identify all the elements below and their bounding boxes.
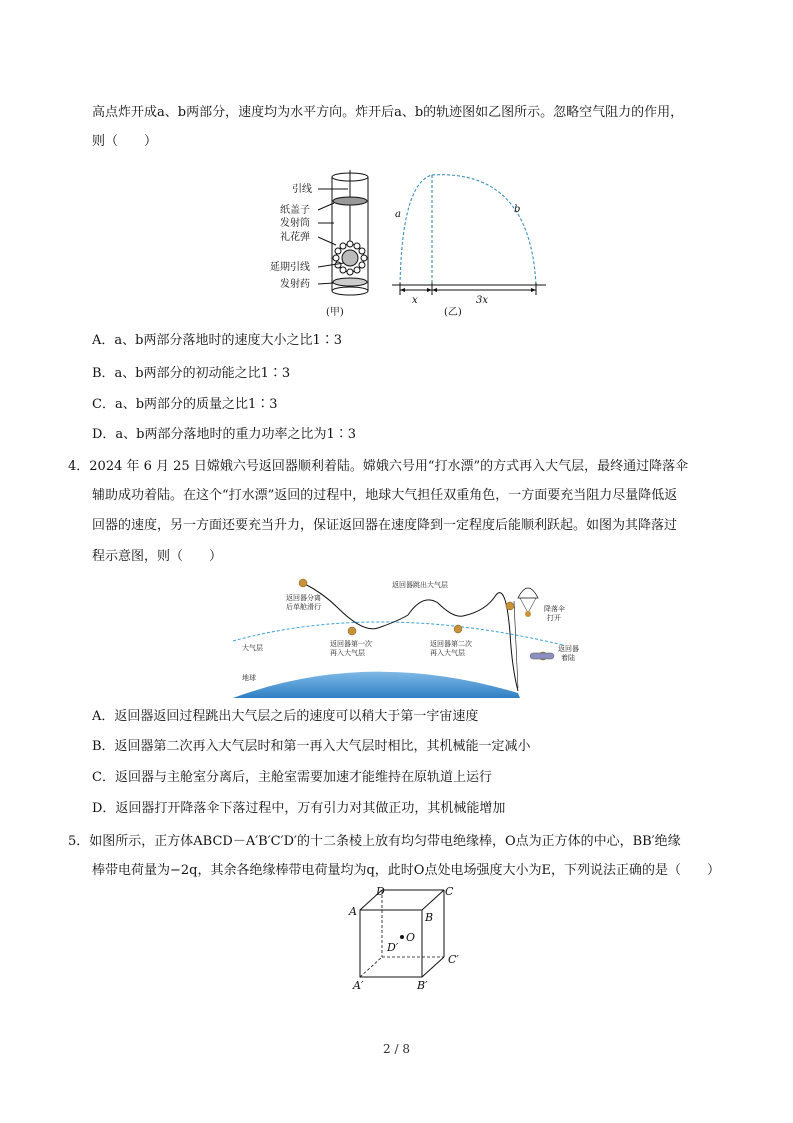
label-atmosphere: 大气层 <box>242 644 263 652</box>
atmosphere-boundary <box>233 622 563 645</box>
label-jump-out: 返回器跳出大气层 <box>392 581 448 589</box>
label-earth: 地球 <box>242 674 256 682</box>
cube-vertex-C: C <box>445 885 454 898</box>
q4-stem-line2: 辅助成功着陆。在这个“打水漂”返回的过程中，地球大气担任双重角色，一方面要充当阻力尽量降低返 <box>92 488 678 503</box>
q4-stem-line4: 程示意图，则（ ） <box>92 549 223 564</box>
cube-vertex-A: A <box>349 905 357 918</box>
q5-stem-line1: 5．如图所示，正方体ABCD－A′B′C′D′的十二条棱上放有均匀带电绝缘棒，O点为正方体的中心，BB′绝缘 <box>68 834 681 849</box>
traj-label-a: a <box>395 209 401 220</box>
label-first-1: 返回器第一次 <box>330 640 372 648</box>
q5-stem-line2: 棒带电荷量为−2q，其余各绝缘棒带电荷量均为q，此时O点处电场强度大小为E，下列说法正确的是（ ） <box>92 863 720 878</box>
caption-yi: (乙) <box>444 307 462 318</box>
q4-stem-line1: 4．2024 年 6 月 25 日嫦娥六号返回器顺利着陆。嫦娥六号用“打水漂”的方式再入大气层，最终通过降落伞 <box>68 459 689 474</box>
firework-tube-figure <box>270 165 380 320</box>
q3-option-b[interactable]: B．a、b两部分的初动能之比1∶3 <box>92 366 291 381</box>
cube-vertex-B1: B′ <box>417 979 428 992</box>
q4-stem-line3: 回器的速度，另一方面还要充当升力，保证返回器在速度降到一定程度后能顺利跃起。如图为其降落过 <box>92 518 678 533</box>
traj-label-b: b <box>514 204 521 215</box>
label-first-2: 再入大气层 <box>330 649 365 657</box>
cube-figure <box>345 885 470 995</box>
label-land-1: 返回器 <box>558 645 579 653</box>
cube-center-O: O <box>406 931 416 944</box>
label-land-2: 着陆 <box>561 654 575 662</box>
cube-vertex-D: D <box>376 885 385 898</box>
q4-option-b[interactable]: B．返回器第二次再入大气层时和第一再入大气层时相比，其机械能一定减小 <box>92 739 531 754</box>
cube-vertex-B: B <box>425 911 434 924</box>
q3-option-c[interactable]: C．a、b两部分的质量之比1∶3 <box>92 397 278 412</box>
cube-vertex-D1: D′ <box>387 941 399 954</box>
label-chute-1: 降落伞 <box>544 605 565 613</box>
q3-stem-line2: 则（ ） <box>92 134 158 149</box>
label-separate-2: 后单舱滑行 <box>286 603 321 611</box>
reentry-figure <box>228 573 588 698</box>
q3-option-a[interactable]: A．a、b两部分落地时的速度大小之比1∶3 <box>92 333 343 348</box>
label-lihuadan: 礼花弹 <box>280 232 310 243</box>
dist-label-3x: 3x <box>476 295 489 306</box>
q4-option-d[interactable]: D．返回器打开降落伞下落过程中，万有引力对其做正功，其机械能增加 <box>92 801 506 816</box>
page-number: 2 / 8 <box>383 1042 410 1056</box>
label-fasheetong: 发射筒 <box>280 218 310 229</box>
cube-vertex-A1: A′ <box>353 979 364 992</box>
q3-stem-line1: 高点炸开成a、b两部分，速度均为水平方向。炸开后a、b的轨迹图如乙图所示。忽略空气阻力的作用， <box>92 105 684 120</box>
q3-option-d[interactable]: D．a、b两部分落地时的重力功率之比为1∶3 <box>92 427 357 442</box>
caption-jia: (甲) <box>326 307 344 318</box>
trajectory-figure <box>390 165 550 320</box>
label-second-1: 返回器第二次 <box>430 640 472 648</box>
label-separate-1: 返回器分离 <box>286 594 321 602</box>
label-second-2: 再入大气层 <box>430 649 465 657</box>
label-fasheyao: 发射药 <box>280 279 310 290</box>
q4-option-c[interactable]: C．返回器与主舱室分离后，主舱室需要加速才能维持在原轨道上运行 <box>92 770 492 785</box>
label-yinxian: 引线 <box>292 184 312 195</box>
label-chute-2: 打开 <box>547 614 561 622</box>
cube-vertex-C1: C′ <box>448 953 459 966</box>
label-zhigaizi: 纸盖子 <box>280 205 310 216</box>
label-yanqiyinxian: 延期引线 <box>270 262 310 273</box>
dist-label-x: x <box>412 295 418 306</box>
q4-option-a[interactable]: A．返回器返回过程跳出大气层之后的速度可以稍大于第一宇宙速度 <box>92 709 479 724</box>
